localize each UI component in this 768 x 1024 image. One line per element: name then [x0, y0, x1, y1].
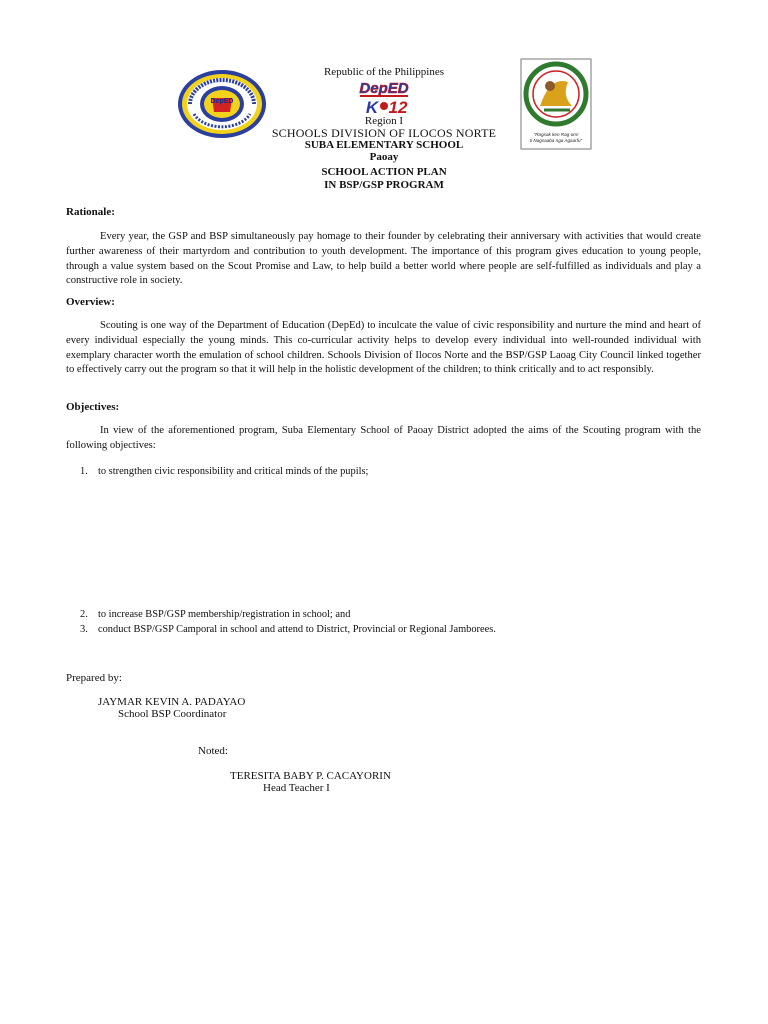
overview-heading: Overview: — [66, 296, 115, 308]
document-title — [0, 166, 768, 192]
objective-number: 3. — [80, 624, 88, 635]
region-line: Region I — [364, 115, 404, 127]
rationale-heading: Rationale: — [66, 206, 115, 218]
svg-text:K: K — [365, 98, 379, 117]
objective-item — [80, 623, 496, 637]
school-name: SUBA ELEMENTARY SCHOOL — [304, 139, 464, 151]
deped-k12-logo — [332, 79, 436, 117]
objectives-paragraph: In view of the aforementioned program, Suba Elementary School of Paoay District adopted the aims of the Scouting program with the following objectives: — [66, 425, 701, 451]
noted-label: Noted: — [198, 745, 228, 757]
noter-title: Head Teacher I — [263, 782, 330, 794]
objective-item — [80, 465, 368, 479]
objective-text: to increase BSP/GSP membership/registration in school; and — [98, 609, 351, 620]
objective-text: conduct BSP/GSP Camporal in school and attend to District, Provincial or Regional Jamborees. — [98, 624, 496, 635]
objective-text: to strengthen civic responsibility and critical minds of the pupils; — [98, 466, 369, 477]
svg-text:"Ragsak ken Rag-om!: "Ragsak ken Rag-om! — [533, 132, 579, 137]
svg-text:DepED: DepED — [359, 80, 409, 97]
svg-text:12: 12 — [388, 98, 408, 117]
noter-name: TERESITA BABY P. CACAYORIN — [230, 770, 391, 782]
preparer-title: School BSP Coordinator — [118, 708, 227, 720]
svg-text:DepED: DepED — [210, 98, 234, 105]
title-line-2: IN BSP/GSP PROGRAM — [324, 179, 444, 191]
objective-number: 2. — [80, 609, 88, 620]
republic-line: Republic of the Philippines — [323, 66, 445, 78]
title-line-1: SCHOOL ACTION PLAN — [321, 166, 447, 178]
preparer-name: JAYMAR KEVIN A. PADAYAO — [98, 696, 246, 708]
overview-paragraph: Scouting is one way of the Department of Education (DepEd) to inculcate the value of civic responsibility and nurture the mind and heart of every individual especially the young minds. This co-curricular activity helps to develop every individual into well-rounded individual with exemplary character worth the emulation of school children. Schools Division of Ilocos Norte and the BSP/GSP Laoag City Council linked together to effectively carry out the program so that it will help in the holistic development of the children; to think critically and to act responsibly. — [66, 320, 701, 376]
town-name: Paoay — [369, 151, 399, 163]
svg-text:ti Nagsaaba nga Agaarfu": ti Nagsaaba nga Agaarfu" — [529, 138, 583, 143]
objective-number: 1. — [80, 466, 88, 477]
division-line: SCHOOLS DIVISION OF ILOCOS NORTE — [271, 126, 497, 140]
objective-item — [80, 608, 350, 622]
letterhead — [0, 66, 768, 163]
rationale-paragraph: Every year, the GSP and BSP simultaneously pay homage to their founder by celebrating their anniversary with activities that would create further awareness of their martyrdom and contribution to youth development. The importance of this program gives education to young people, through a value system based on the Scout Promise and Law, to help build a better world where people are self-fulfilled as individuals and play a constructive role in society. — [66, 231, 701, 287]
objectives-heading: Objectives: — [66, 401, 120, 413]
prepared-by-label: Prepared by: — [66, 672, 122, 684]
